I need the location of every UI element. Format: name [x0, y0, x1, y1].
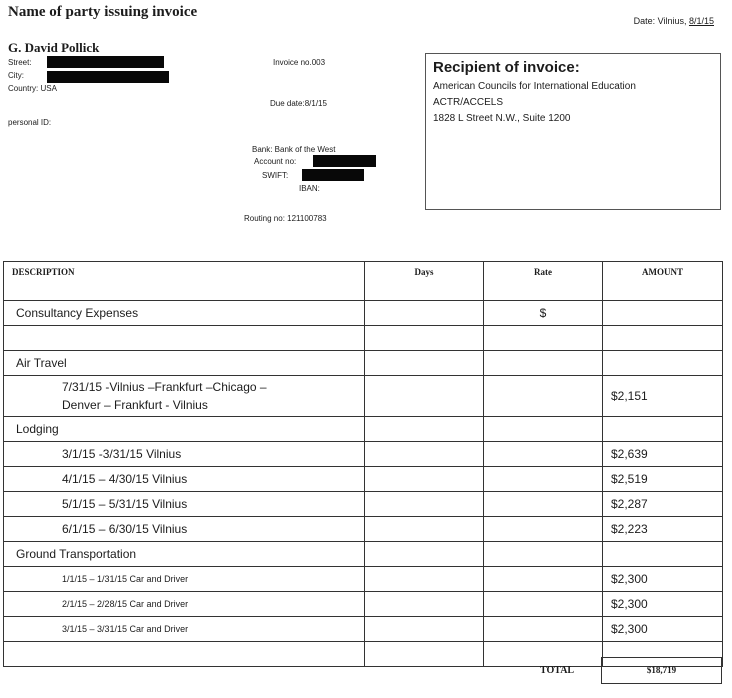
table-row: [4, 442, 723, 467]
city-redaction: [47, 71, 169, 83]
due-date: Due date:8/1/15: [270, 99, 327, 108]
table-header-row: [4, 262, 723, 301]
bank-name: Bank: Bank of the West: [252, 145, 336, 154]
lodging-desc: 3/1/15 -3/31/15 Vilnius: [4, 442, 365, 467]
city-label: City:: [8, 71, 24, 80]
date-label: Date: Vilnius,: [633, 16, 689, 26]
rate-header: Rate: [484, 262, 603, 301]
street-label: Street:: [8, 58, 32, 67]
total-value: $18,719: [601, 657, 722, 684]
table-row: [4, 592, 723, 617]
recipient-box: [425, 53, 721, 210]
ground-amount: $2,300: [603, 567, 723, 592]
table-row: [4, 301, 723, 326]
description-header: DESCRIPTION: [4, 262, 365, 301]
recipient-title: Recipient of invoice:: [433, 59, 580, 76]
table-row: [4, 617, 723, 642]
lodging-desc: 5/1/15 – 5/31/15 Vilnius: [4, 492, 365, 517]
table-row: [4, 467, 723, 492]
swift-label: SWIFT:: [262, 171, 289, 180]
lodging-amount: $2,287: [603, 492, 723, 517]
air-travel-desc: [4, 376, 365, 417]
country-line: Country: USA: [8, 84, 57, 93]
table-row: [4, 492, 723, 517]
total-label: TOTAL: [540, 665, 575, 676]
ground-desc: 3/1/15 – 3/31/15 Car and Driver: [4, 617, 365, 642]
table-row: [4, 351, 723, 376]
days-header: Days: [365, 262, 484, 301]
ground-amount: $2,300: [603, 592, 723, 617]
routing-number: Routing no: 121100783: [244, 214, 327, 223]
recipient-line: American Councils for International Education: [433, 81, 636, 92]
issuer-name: G. David Pollick: [8, 40, 100, 55]
invoice-table: [3, 261, 723, 667]
consultancy-rate: $: [484, 301, 603, 326]
air-travel-line-2: Denver – Frankfurt - Vilnius: [62, 398, 208, 412]
street-redaction: [47, 56, 164, 68]
air-travel-line-1: 7/31/15 -Vilnius –Frankfurt –Chicago –: [62, 380, 267, 394]
section-label-ground-transportation: Ground Transportation: [4, 542, 365, 567]
air-travel-amount: $2,151: [603, 376, 723, 417]
table-row: [4, 417, 723, 442]
table-row: [4, 376, 723, 417]
iban-label: IBAN:: [299, 184, 320, 193]
swift-redaction: [302, 169, 364, 181]
invoice-number: Invoice no.003: [273, 58, 326, 67]
account-label: Account no:: [254, 157, 297, 166]
lodging-desc: 6/1/15 – 6/30/15 Vilnius: [4, 517, 365, 542]
ground-desc: 2/1/15 – 2/28/15 Car and Driver: [4, 592, 365, 617]
invoice-date: [634, 16, 714, 26]
section-label-lodging: Lodging: [4, 417, 365, 442]
date-value: 8/1/15: [688, 16, 714, 26]
lodging-amount: $2,519: [603, 467, 723, 492]
recipient-line: 1828 L Street N.W., Suite 1200: [433, 113, 571, 124]
table-row: [4, 517, 723, 542]
lodging-amount: $2,223: [603, 517, 723, 542]
table-row: [4, 326, 723, 351]
lodging-desc: 4/1/15 – 4/30/15 Vilnius: [4, 467, 365, 492]
ground-desc: 1/1/15 – 1/31/15 Car and Driver: [4, 567, 365, 592]
personal-id-label: personal ID:: [8, 118, 52, 127]
amount-header: AMOUNT: [603, 262, 723, 301]
section-label-air-travel: Air Travel: [4, 351, 365, 376]
lodging-amount: $2,639: [603, 442, 723, 467]
table-row: [4, 567, 723, 592]
consultancy-label: Consultancy Expenses: [4, 301, 365, 326]
account-redaction: [313, 155, 376, 167]
ground-amount: $2,300: [603, 617, 723, 642]
recipient-line: ACTR/ACCELS: [433, 97, 504, 108]
issuer-heading: Name of party issuing invoice: [8, 4, 198, 20]
table-row: [4, 542, 723, 567]
